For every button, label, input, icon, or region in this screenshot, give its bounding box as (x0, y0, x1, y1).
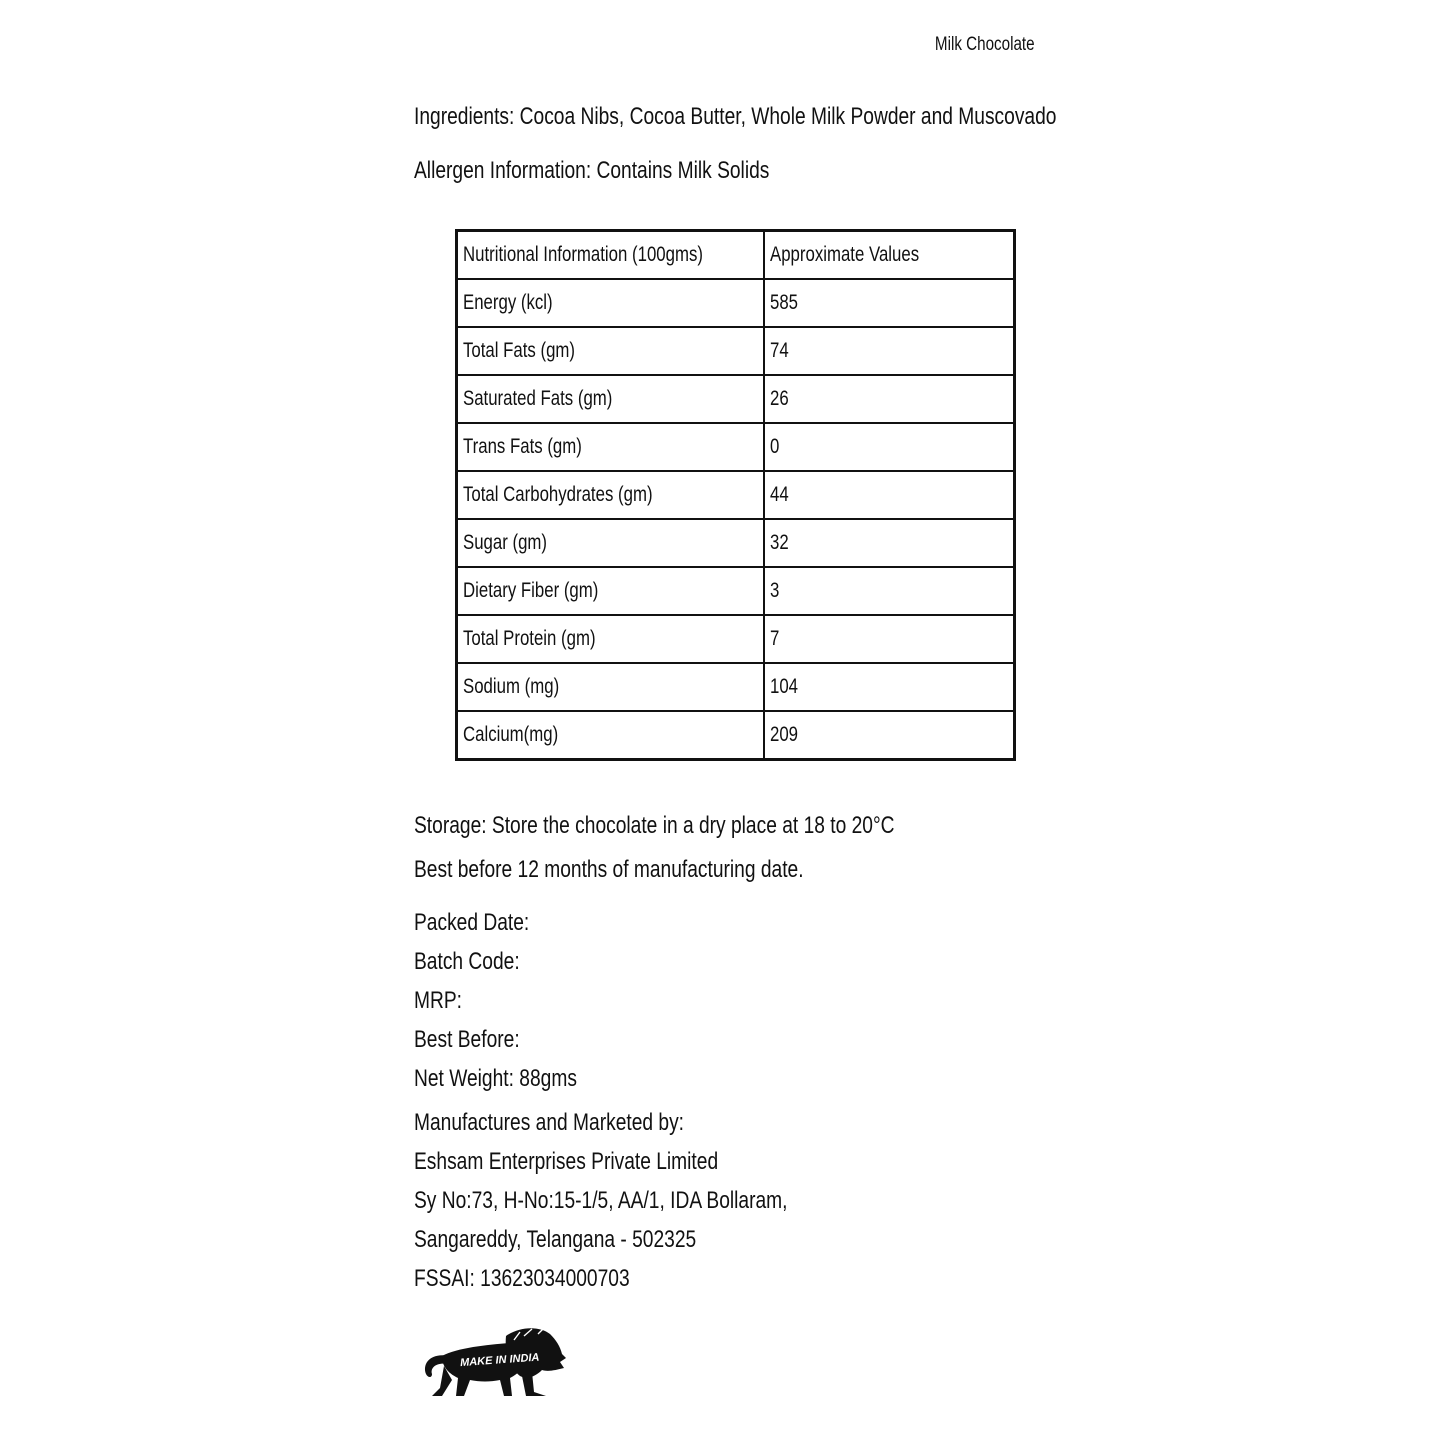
table-row (457, 279, 1015, 327)
nutrient-label (457, 279, 764, 327)
allergen-text: Allergen Information: Contains Milk Solids (414, 157, 770, 184)
header-value-text: Approximate Values (769, 243, 920, 266)
header-label-text: Nutritional Information (100gms) (463, 243, 703, 266)
fssai-number (414, 1264, 684, 1294)
nutrient-value-text: 26 (769, 387, 789, 410)
nutrient-label-text: Sodium (mg) (463, 675, 560, 698)
table-row (457, 615, 1015, 663)
address-line1-text: Sy No:73, H-No:15-1/5, AA/1, IDA Bollaram, (414, 1187, 788, 1214)
nutrient-value (764, 471, 1015, 519)
nutrient-label-text: Total Fats (gm) (463, 339, 576, 362)
batch-code-text: Batch Code: (414, 948, 520, 975)
nutrient-value-text: 3 (769, 579, 780, 602)
table-row (457, 375, 1015, 423)
net-weight (414, 1064, 618, 1094)
storage-line (414, 811, 1015, 841)
make-in-india-logo (420, 1326, 570, 1398)
table-row (457, 471, 1015, 519)
company-text: Eshsam Enterprises Private Limited (414, 1148, 719, 1175)
nutrient-label (457, 327, 764, 375)
nutrient-value (764, 279, 1015, 327)
nutrient-label-text: Total Carbohydrates (gm) (463, 483, 653, 506)
nutrient-label-text: Calcium(mg) (463, 723, 559, 746)
shelf-life-line (414, 855, 901, 885)
nutrient-value (764, 327, 1015, 375)
nutrient-label (457, 615, 764, 663)
nutrient-value-text: 0 (769, 435, 780, 458)
ingredients-text: Ingredients: Cocoa Nibs, Cocoa Butter, Whole Milk Powder and Muscovado (414, 103, 1057, 130)
nutrient-value (764, 567, 1015, 615)
nutrient-value-text: 7 (769, 627, 780, 650)
table-row (457, 711, 1015, 760)
nutrient-value-text: 44 (769, 483, 789, 506)
manufacturer-heading-text: Manufactures and Marketed by: (414, 1109, 685, 1136)
nutrition-header-row (457, 231, 1015, 280)
packed-date-text: Packed Date: (414, 909, 530, 936)
manufacturer-company (414, 1147, 794, 1177)
lion-icon (420, 1326, 570, 1398)
nutrition-header-label (457, 231, 764, 280)
nutrient-value (764, 615, 1015, 663)
nutrient-value-text: 74 (769, 339, 789, 362)
best-before-text: Best Before: (414, 1026, 520, 1053)
fssai-text: FSSAI: 13623034000703 (414, 1265, 630, 1292)
batch-code (414, 947, 546, 977)
nutrient-label-text: Energy (kcl) (463, 291, 553, 314)
nutrient-label (457, 471, 764, 519)
nutrient-label-text: Sugar (gm) (463, 531, 548, 554)
manufacturer-address-line1 (414, 1186, 881, 1216)
nutrition-table (455, 229, 1016, 761)
nutrient-label-text: Saturated Fats (gm) (463, 387, 613, 410)
packed-date (414, 908, 558, 938)
best-before (414, 1025, 546, 1055)
nutrient-value-text: 104 (769, 675, 799, 698)
product-name-text: Milk Chocolate (935, 34, 1035, 55)
nutrient-label-text: Dietary Fiber (gm) (463, 579, 599, 602)
manufacturer-address-line2 (414, 1225, 767, 1255)
nutrient-value (764, 663, 1015, 711)
mrp (414, 986, 474, 1016)
nutrient-label (457, 567, 764, 615)
storage-text: Storage: Store the chocolate in a dry place at 18 to 20°C (414, 812, 895, 839)
nutrient-value-text: 209 (769, 723, 799, 746)
nutrient-label-text: Trans Fats (gm) (463, 435, 582, 458)
nutrient-value-text: 585 (769, 291, 799, 314)
nutrient-value (764, 519, 1015, 567)
table-row (457, 663, 1015, 711)
nutrition-header-value (764, 231, 1015, 280)
table-row (457, 567, 1015, 615)
address-line2-text: Sangareddy, Telangana - 502325 (414, 1226, 697, 1253)
ingredients-line (414, 102, 1217, 132)
product-name (910, 34, 1035, 56)
nutrient-label (457, 663, 764, 711)
net-weight-text: Net Weight: 88gms (414, 1065, 577, 1092)
nutrient-label (457, 423, 764, 471)
nutrient-value (764, 423, 1015, 471)
table-row (457, 423, 1015, 471)
nutrient-value (764, 711, 1015, 760)
nutrient-label (457, 375, 764, 423)
shelf-life-text: Best before 12 months of manufacturing date. (414, 856, 804, 883)
nutrient-label (457, 519, 764, 567)
table-row (457, 327, 1015, 375)
allergen-line (414, 156, 858, 186)
nutrient-value (764, 375, 1015, 423)
manufacturer-heading (414, 1108, 752, 1138)
logo-text: MAKE IN INDIA (459, 1351, 540, 1370)
nutrient-label-text: Total Protein (gm) (463, 627, 596, 650)
table-row (457, 519, 1015, 567)
mrp-text: MRP: (414, 987, 462, 1014)
nutrient-value-text: 32 (769, 531, 789, 554)
nutrient-label (457, 711, 764, 760)
